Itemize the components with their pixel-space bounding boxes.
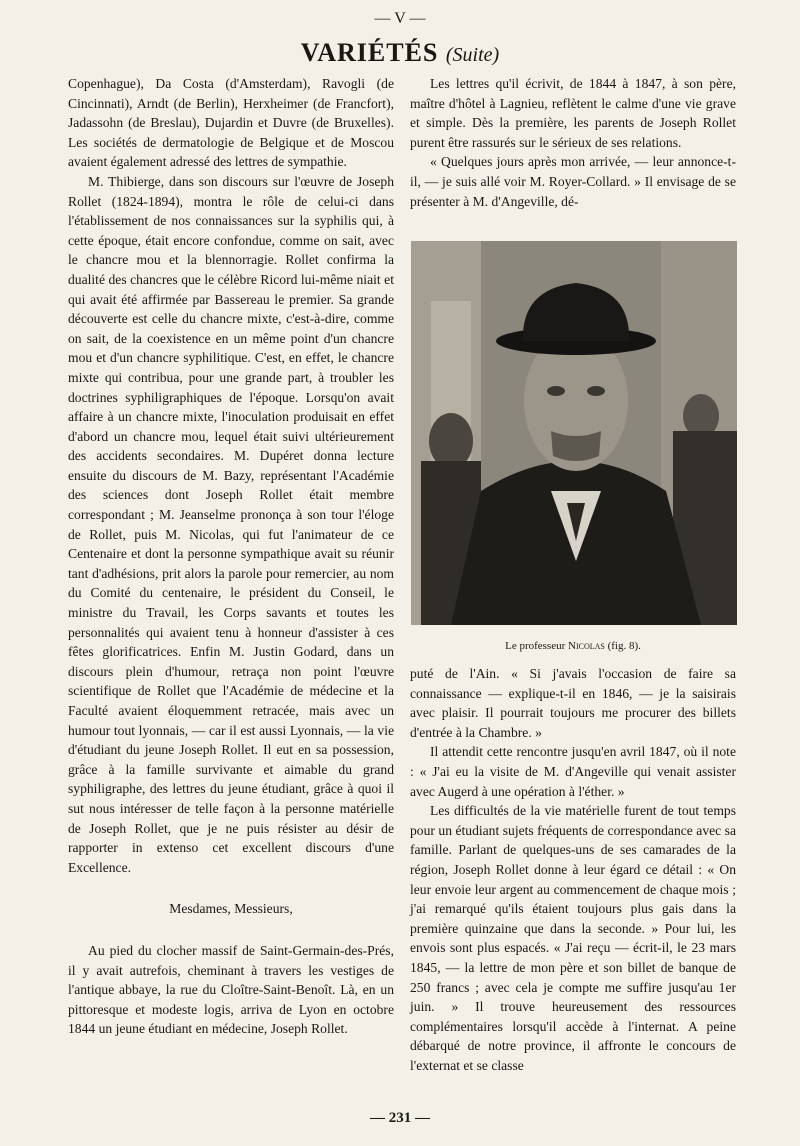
- paragraph: Les difficultés de la vie matérielle furent de tout temps pour un étudiant sujets fréquents de correspondance avec sa famille. Parlant de quelques-uns de ses camarades de la région, Joseph Rollet donne à leur égard ce détail : « On leur envoie leur argent au commencement de chaque mois ; j'ai remarqué qu'ils étaient toujours plus gais dans la première quinzaine que dans la seconde. » Pour lui, les envois sont plus espacés. « J'ai reçu — écrit-il, le 23 mars 1845, — la lettre de mon père et son billet de banque de 250 francs ; avec cela je compte me suffire jusqu'au 1er juin. » Il trouve heureusement des ressources complémentaires lorsqu'il accède à l'internat. A peine débarqué de notre province, il affronte le concours de l'externat et se classe: [410, 803, 736, 1073]
- paragraph: Copenhague), Da Costa (d'Amsterdam), Ravogli (de Cincinnati), Arndt (de Berlin), Herxheimer (de Francfort), Jadassohn (de Breslau), Dujardin et Duvre (de Bruxelles). Les sociétés de dermatologie de Belgique et de Moscou avaient également adressé des lettres de sympathie.: [68, 76, 394, 170]
- section-title-text: VARIÉTÉS: [300, 38, 439, 67]
- paragraph: Au pied du clocher massif de Saint-Germain-des-Prés, il y avait autrefois, cheminant à travers les vestiges de l'antique abbaye, la rue du Cloître-Saint-Benoît. Là, en un pittoresque et modeste logis, arriva de Lyon en octobre 1844 un jeune étudiant en médecine, Joseph Rollet.: [68, 942, 394, 1037]
- caption-name: Nicolas: [568, 640, 605, 652]
- caption-suffix: (fig. 8).: [607, 640, 641, 652]
- page-number: — 231 —: [370, 1110, 430, 1126]
- section-title: [0, 38, 800, 68]
- paragraph: « Quelques jours après mon arrivée, — leur annonce-t-il, — je suis allé voir M. Royer-Collard. » Il envisage de se présenter à M. d'Angeville, dé-: [410, 154, 736, 209]
- caption-prefix: Le professeur: [505, 640, 566, 652]
- paragraph: Il attendit cette rencontre jusqu'en avril 1847, où il note : « J'ai eu la visite de M. d'Angeville qui venait assister avec Augerd à une opération à l'éther. »: [410, 744, 736, 799]
- right-column-bottom: [410, 664, 736, 1075]
- paragraph: puté de l'Ain. « Si j'avais l'occasion de faire sa connaissance — explique-t-il en 1846, — je la saisirais avec plaisir. Il pourrait toujours me procurer des billets d'entrée à la Chambre. »: [410, 666, 736, 740]
- page-roman-numeral: — V —: [374, 10, 426, 27]
- left-column: [68, 74, 394, 1039]
- paragraph: M. Thibierge, dans son discours sur l'œuvre de Joseph Rollet (1824-1894), montra le rôle de celui-ci dans l'établissement de nos connaissances sur la syphilis qui, à cette époque, était encore confondue, comme on sait, avec le chancre mou et la blennorragie. Rollet confirma la dualité des chancres que le célèbre Ricord lui-même niait et qui avait été affirmée par Bassereau le premier. Sa grande découverte est celle du chancre mixte, c'est-à-dire, comme on sait, de la coexistence en un même point d'un chancre mou et d'un chancre syphilitique. C'est, en effet, le chancre mixte qui contribua, pour une grande part, à troubler les doctrines syphiligraphiques de l'époque. Lorsqu'on avait affaire à un chancre mixte, l'inoculation produisait en effet d'abord un chancre mou, lequel était suivi ultérieurement des accidents secondaires. M. Dupéret donna lecture ensuite du discours de M. Bazy, représentant l'Académie des sciences dont Joseph Rollet était membre correspondant ; M. Jeanselme prononça à son tour l'éloge de Rollet, puis M. Nicolas, qui fut l'animateur de ce Centenaire et dont la personne sympathique avait su réunir tant d'adhésions, prit alors la parole pour remercier, au nom du Comité du centenaire, le président du Conseil, le ministre du Travail, les Corps savants et toutes les personnalités qui avaient tenu à honneur d'assister à ces fêtes glorificatrices. Enfin M. Justin Godard, dans un discours plein d'humour, retraça non point l'œuvre scientifique de Rollet que l'Académie de médecine et la Faculté avaient éloquemment retracée, mais avec un humour tout lyonnais, — car il est aussi Lyonnais, — la vie d'étudiant du jeune Joseph Rollet. Il eut en sa possession, grâce à la famille survivante et aimable du grand syphiligraphe, des lettres du jeune étudiant, grâce à quoi il sut nous intéresser de telle façon à la personne matérielle de Joseph Rollet, que je ne puis résister au désir de rapporter in extenso cet excellent discours d'une Excellence.: [68, 173, 394, 875]
- portrait-illustration: [411, 241, 737, 625]
- salutation: Mesdames, Messieurs,: [169, 901, 293, 917]
- figure-caption: [410, 640, 736, 652]
- right-column-top: [410, 74, 736, 211]
- section-title-suffix: (Suite): [445, 44, 500, 66]
- paragraph: Les lettres qu'il écrivit, de 1844 à 1847, à son père, maître d'hôtel à Lagnieu, reflètent le calme d'une vie grave et simple. Dès la première, les parents de Joseph Rollet purent être rassurés sur le sérieux de ses relations.: [410, 76, 736, 150]
- portrait-photo: [411, 241, 737, 625]
